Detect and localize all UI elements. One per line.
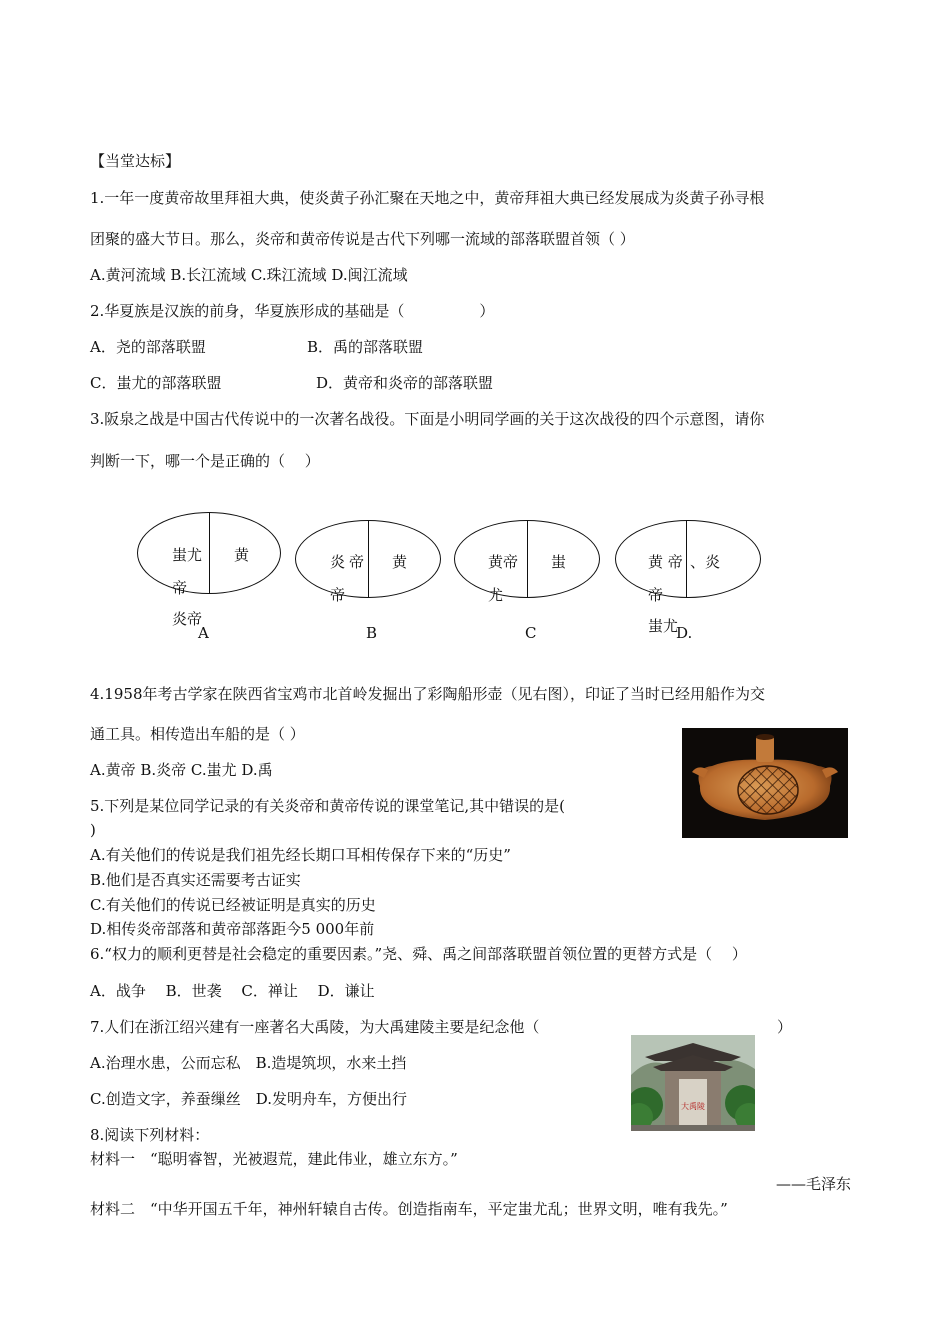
- diagram-a-left-mid: 帝: [172, 579, 188, 597]
- q1-line1: 1.一年一度黄帝故里拜祖大典，使炎黄子孙汇聚在天地之中，黄帝拜祖大典已经发展成为炎黄子孙寻根: [90, 189, 765, 207]
- q5-option-d: D.相传炎帝部落和黄帝部落距今5 000年前: [90, 920, 375, 938]
- q6-options: A．战争 B．世袭 C．禅让 D．谦让: [90, 982, 375, 1000]
- q8-material1: 材料一 “聪明睿智，光被遐荒，建此伟业，雄立东方。”: [90, 1150, 458, 1168]
- diagram-d-letter: D.: [676, 624, 693, 642]
- diagram-b-divider: [368, 520, 369, 598]
- q5-option-a: A.有关他们的传说是我们祖先经长期口耳相传保存下来的“历史”: [90, 846, 511, 864]
- q4-line2: 通工具。相传造出车船的是（ ）: [90, 725, 305, 743]
- diagram-b-left-top: 炎帝: [330, 553, 369, 571]
- q1-options: A.黄河流域 B.长江流域 C.珠江流域 D.闽江流域: [90, 266, 408, 284]
- diagram-b-right: 黄: [392, 553, 408, 571]
- q2-option-b: B．禹的部落联盟: [307, 338, 424, 356]
- q6-stem: 6.“权力的顺利更替是社会稳定的重要因素。”尧、舜、禹之间部落联盟首领位置的更替方式是（ ）: [90, 945, 747, 963]
- q5-line2: ): [90, 821, 96, 839]
- q3-line2: 判断一下，哪一个是正确的（ ）: [90, 452, 320, 470]
- q1-line2: 团聚的盛大节日。那么，炎帝和黄帝传说是古代下列哪一流域的部落联盟首领（ ）: [90, 230, 635, 248]
- q5-option-c: C.有关他们的传说已经被证明是真实的历史: [90, 896, 376, 914]
- q2-option-d: D．黄帝和炎帝的部落联盟: [316, 374, 494, 392]
- q5-line1: 5.下列是某位同学记录的有关炎帝和黄帝传说的课堂笔记,其中错误的是(: [90, 797, 565, 815]
- diagram-c-divider: [527, 520, 528, 598]
- q2-option-a: A．尧的部落联盟: [90, 338, 206, 356]
- diagram-a-divider: [209, 512, 210, 594]
- diagram-a-left-top: 蚩尤: [172, 546, 203, 564]
- q2-option-c: C．蚩尤的部落联盟: [90, 374, 222, 392]
- q4-options: A.黄帝 B.炎帝 C.蚩尤 D.禹: [90, 761, 273, 779]
- q2-stem: 2.华夏族是汉族的前身，华夏族形成的基础是（ ）: [90, 302, 495, 320]
- diagram-a-letter: A: [198, 624, 209, 642]
- q8-material1-author: ——毛泽东: [776, 1175, 852, 1193]
- q7-options-cd: C.创造文字，养蚕缫丝 D.发明舟车，方便出行: [90, 1090, 407, 1108]
- diagram-d-left-top: 黄 帝: [648, 553, 683, 571]
- q4-line1: 4.1958年考古学家在陕西省宝鸡市北首岭发掘出了彩陶船形壶（见右图），印证了当时已经用船作为交: [90, 685, 765, 703]
- q7-options-ab: A.治理水患，公而忘私 B.造堤筑坝，水来土挡: [90, 1054, 407, 1072]
- dayu-mausoleum-image: [631, 1035, 755, 1131]
- q7-stem: 7.人们在浙江绍兴建有一座著名大禹陵，为大禹建陵主要是纪念他（: [90, 1018, 540, 1036]
- q8-stem: 8.阅读下列材料：: [90, 1126, 210, 1144]
- diagram-b-left-mid: 帝: [330, 586, 346, 604]
- diagram-d-divider: [686, 520, 687, 598]
- diagram-d-below: 蚩尤: [648, 617, 679, 635]
- diagram-b-letter: B: [366, 624, 378, 642]
- diagram-d-oval: [615, 520, 761, 598]
- diagram-d-right: 、炎: [690, 553, 721, 571]
- q7-stem-end: ）: [777, 1018, 793, 1036]
- diagram-c-right: 蚩: [551, 553, 567, 571]
- q8-material2: 材料二 “中华开国五千年，神州轩辕自古传。创造指南车，平定蚩尤乱；世界文明，唯有我先。”: [90, 1200, 728, 1218]
- q5-option-b: B.他们是否真实还需要考古证实: [90, 871, 301, 889]
- diagram-c-left-mid: 尤: [488, 586, 504, 604]
- heading: 【当堂达标】: [90, 152, 181, 170]
- q3-line1: 3.阪泉之战是中国古代传说中的一次著名战役。下面是小明同学画的关于这次战役的四个示意图，请你: [90, 410, 765, 428]
- diagram-a-right: 黄: [234, 546, 250, 564]
- diagram-c-left-top: 黄帝: [488, 553, 519, 571]
- diagram-c-letter: C: [525, 624, 537, 642]
- pottery-boat-pot-image: [682, 728, 848, 838]
- tablet-text: 大禹陵: [681, 1102, 705, 1111]
- diagram-a-below: 炎帝: [172, 610, 203, 628]
- diagram-d-left-mid: 帝: [648, 586, 664, 604]
